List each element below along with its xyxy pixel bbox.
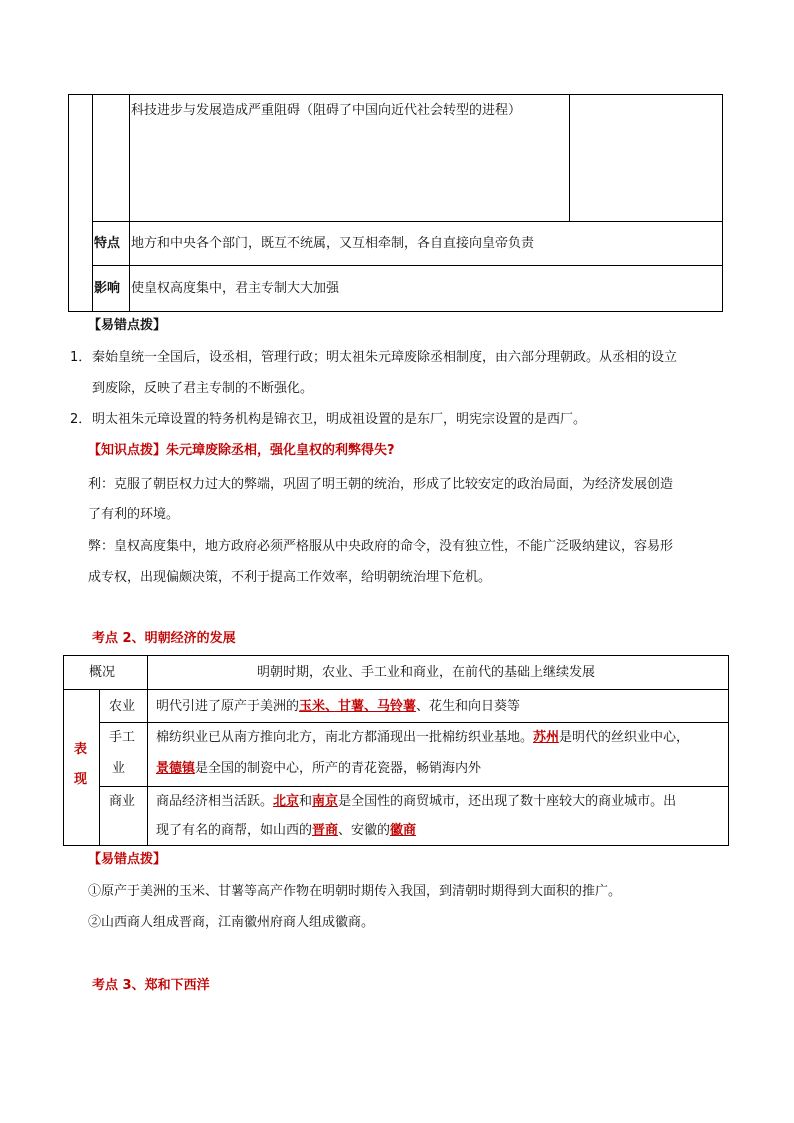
commerce-label: 商业 bbox=[109, 794, 136, 809]
tips2-heading: 【易错点拨】 bbox=[88, 852, 167, 867]
knowledge-heading: 【知识点拨】朱元璋废除丞相，强化皇权的利弊得失? bbox=[88, 443, 395, 458]
handicraft-label-2: 业 bbox=[112, 761, 126, 776]
commerce-text-line1: 商品经济相当活跃。北京和南京是全国性的商贸城市，还出现了数十座较大的商业城市。出 bbox=[156, 794, 677, 809]
agriculture-label: 农业 bbox=[109, 699, 136, 714]
commerce-text-line2: 现了有名的商帮，如山西的晋商、安徽的徽商 bbox=[156, 823, 417, 838]
politics-table bbox=[68, 94, 723, 312]
overview-text: 明朝时期，农业、手工业和商业，在前代的基础上继续发展 bbox=[257, 665, 596, 680]
suzhou-highlight: 苏州 bbox=[533, 730, 560, 745]
tips1-heading: 【易错点拨】 bbox=[88, 318, 167, 333]
knowledge-pro-line1: 利：克服了朝臣权力过大的弊端，巩固了明王朝的统治，形成了比较安定的政治局面，为经济发展创造 bbox=[88, 477, 674, 492]
knowledge-con-line2: 成专权，出现偏颇决策，不利于提高工作效率，给明朝统治埋下危机。 bbox=[88, 570, 492, 585]
feature-label: 特点 bbox=[94, 236, 121, 251]
performance-label-1: 表 bbox=[74, 742, 88, 757]
tips1-item1-line2: 到废除，反映了君主专制的不断强化。 bbox=[92, 381, 314, 396]
americas-crops-highlight: 玉米、甘薯、马铃薯 bbox=[299, 699, 417, 714]
table1-row1-text: 科技进步与发展造成严重阻碍（阻碍了中国向近代社会转型的进程） bbox=[131, 103, 522, 118]
performance-label-2: 现 bbox=[74, 772, 88, 787]
jin-merchants-highlight: 晋商 bbox=[312, 823, 339, 838]
impact-label: 影响 bbox=[94, 281, 121, 296]
tips2-item2: ②山西商人组成晋商，江南徽州府商人组成徽商。 bbox=[88, 915, 375, 930]
tips1-item2-line1: 明太祖朱元璋设置的特务机构是锦衣卫，明成祖设置的是东厂，明宪宗设置的是西厂。 bbox=[92, 412, 587, 427]
overview-label: 概况 bbox=[89, 665, 116, 680]
knowledge-con-line1: 弊：皇权高度集中，地方政府必须严格服从中央政府的命令，没有独立性，不能广泛吸纳建议，容易形 bbox=[88, 539, 674, 554]
impact-text: 使皇权高度集中，君主专制大大加强 bbox=[131, 281, 340, 296]
knowledge-pro-line2: 了有利的环境。 bbox=[88, 507, 180, 522]
section2-title: 考点 2、明朝经济的发展 bbox=[92, 631, 236, 646]
section3-title: 考点 3、郑和下西洋 bbox=[92, 978, 210, 993]
agriculture-text: 明代引进了原产于美洲的玉米、甘薯、马铃薯、花生和向日葵等 bbox=[156, 699, 521, 714]
beijing-highlight: 北京 bbox=[273, 794, 300, 809]
economy-table bbox=[63, 655, 729, 846]
handicraft-text-line1: 棉纺织业已从南方推向北方，南北方都涌现出一批棉纺织业基地。苏州是明代的丝织业中心， bbox=[156, 730, 690, 745]
tips2-item1: ①原产于美洲的玉米、甘薯等高产作物在明朝时期传入我国，到清朝时期得到大面积的推广。 bbox=[88, 884, 622, 899]
feature-text: 地方和中央各个部门，既互不统属，又互相牵制，各自直接向皇帝负责 bbox=[131, 236, 535, 251]
tips1-item2-num: 2． bbox=[70, 412, 92, 427]
tips1-item1-line1: 秦始皇统一全国后，设丞相，管理行政；明太祖朱元璋废除丞相制度，由六部分理朝政。从丞相的设立 bbox=[92, 350, 678, 365]
nanjing-highlight: 南京 bbox=[312, 794, 339, 809]
tips1-item1-num: 1． bbox=[70, 350, 92, 365]
handicraft-label-1: 手工 bbox=[109, 730, 136, 745]
handicraft-text-line2: 景德镇是全国的制瓷中心，所产的青花瓷器，畅销海内外 bbox=[156, 761, 482, 776]
jingdezhen-highlight: 景德镇 bbox=[156, 761, 196, 776]
hui-merchants-highlight: 徽商 bbox=[390, 823, 417, 838]
